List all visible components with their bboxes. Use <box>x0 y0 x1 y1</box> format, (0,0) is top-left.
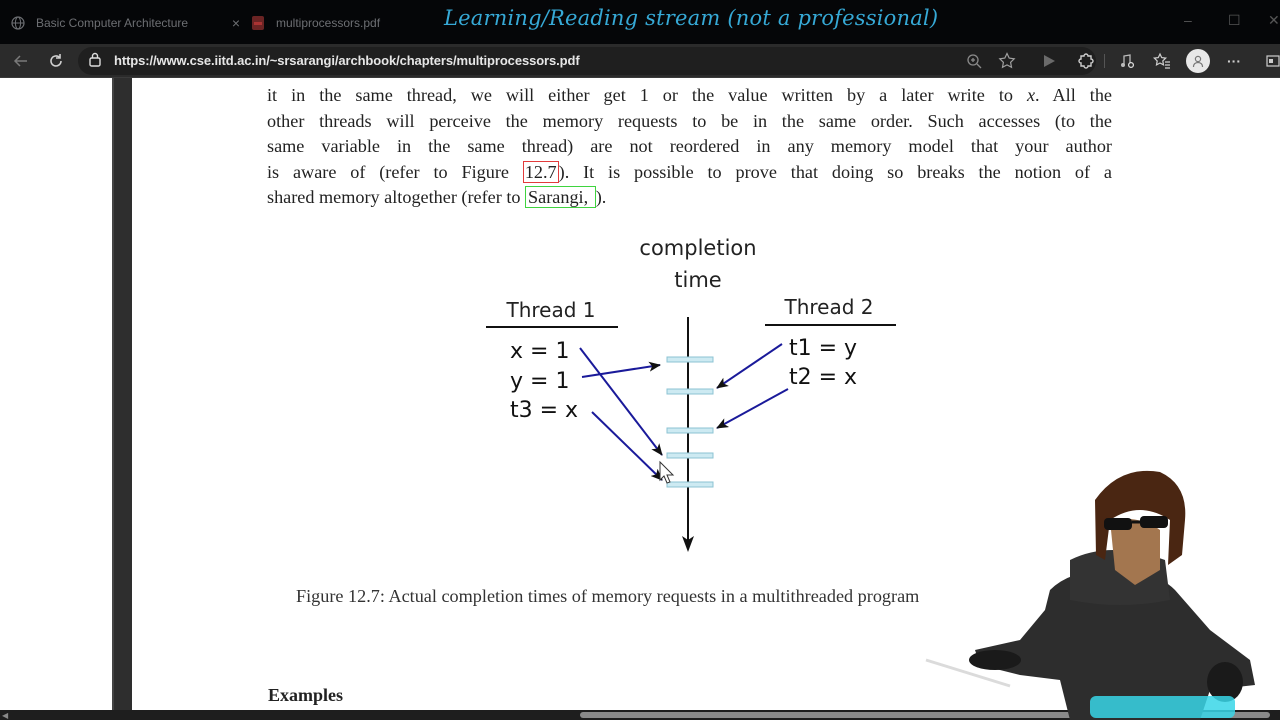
refresh-icon <box>48 53 64 69</box>
tab-label: multiprocessors.pdf <box>276 16 381 30</box>
tab-label: Basic Computer Architecture <box>36 16 189 30</box>
side-panel <box>0 78 112 710</box>
read-aloud-icon[interactable] <box>1038 50 1060 72</box>
zoom-in-icon[interactable] <box>963 50 985 72</box>
profile-icon <box>1191 54 1205 68</box>
favorite-star-icon[interactable] <box>996 50 1018 72</box>
toolbar-divider <box>1104 54 1105 68</box>
address-bar[interactable] <box>78 47 1096 75</box>
refresh-button[interactable] <box>45 50 67 72</box>
thread-1-title: Thread 1 <box>506 298 596 322</box>
maximize-button[interactable]: ☐ <box>1228 12 1241 28</box>
thread-1-stmt: x = 1 <box>510 339 570 364</box>
back-arrow-icon <box>13 53 29 69</box>
request-arrows <box>580 344 788 480</box>
profile-button[interactable] <box>1186 49 1210 73</box>
scrollbar-thumb[interactable] <box>580 712 1270 718</box>
lock-icon <box>88 52 102 73</box>
thread-1-stmt: y = 1 <box>510 369 570 394</box>
media-icon[interactable] <box>1116 50 1138 72</box>
thread-2-stmt: t2 = x <box>789 365 858 390</box>
figure-caption: Figure 12.7: Actual completion times of memory requests in a multithreaded program <box>296 586 920 606</box>
paragraph-line: it in the same thread, we will either get 1 or the value written by a later write to x. All the <box>267 85 1112 105</box>
citation-link[interactable]: Sarangi, <box>525 186 596 208</box>
thread-1-stmt: t3 = x <box>510 398 579 423</box>
close-tab-icon[interactable]: × <box>231 15 240 31</box>
axis-label-completion: completion <box>639 236 757 260</box>
axis-label-time: time <box>674 268 722 292</box>
globe-icon <box>10 15 26 31</box>
browser-tab-bar <box>0 0 1280 44</box>
back-button[interactable] <box>10 50 32 72</box>
extensions-icon[interactable] <box>1075 50 1097 72</box>
figure-reference-link[interactable]: 12.7 <box>524 161 557 182</box>
more-icon[interactable]: ··· <box>1227 53 1241 69</box>
sidebar-icon[interactable] <box>1262 50 1280 72</box>
pdf-icon <box>250 15 266 31</box>
pdf-viewer <box>0 78 1280 710</box>
thread-2-stmt: t1 = y <box>789 336 858 361</box>
section-heading: Examples <box>268 685 344 705</box>
thread-2-title: Thread 2 <box>784 295 874 319</box>
completion-slots <box>667 357 713 487</box>
tab-basic-computer-architecture[interactable] <box>10 8 246 38</box>
tab-multiprocessors-pdf[interactable] <box>250 8 430 38</box>
paragraph-line: same variable in the same thread) are not reordered in any memory model that your author <box>267 136 1112 157</box>
paragraph-line: is aware of (refer to Figure 12.7 ). It is possible to prove that doing so breaks the notion of a <box>267 161 1112 182</box>
browser-toolbar <box>0 44 1280 78</box>
scroll-left-icon[interactable]: ◀ <box>2 711 9 720</box>
figure-12-7-diagram <box>132 78 1280 710</box>
stream-overlay-title: Learning/Reading stream (not a professional) <box>444 6 939 30</box>
favorites-icon[interactable] <box>1151 50 1173 72</box>
paragraph-line: other threads will perceive the memory requests to be in the same order. Such accesses (to the <box>267 110 1112 131</box>
pdf-page <box>132 78 1280 710</box>
url-text[interactable]: https://www.cse.iitd.ac.in/~srsarangi/archbook/chapters/multiprocessors.pdf <box>114 53 580 68</box>
horizontal-scrollbar[interactable] <box>0 710 1280 720</box>
minimize-button[interactable]: – <box>1184 12 1192 28</box>
panel-divider[interactable] <box>112 78 132 710</box>
close-window-button[interactable]: ✕ <box>1268 12 1280 28</box>
paragraph-line: shared memory altogether (refer to Sarangi, ). <box>267 187 607 208</box>
